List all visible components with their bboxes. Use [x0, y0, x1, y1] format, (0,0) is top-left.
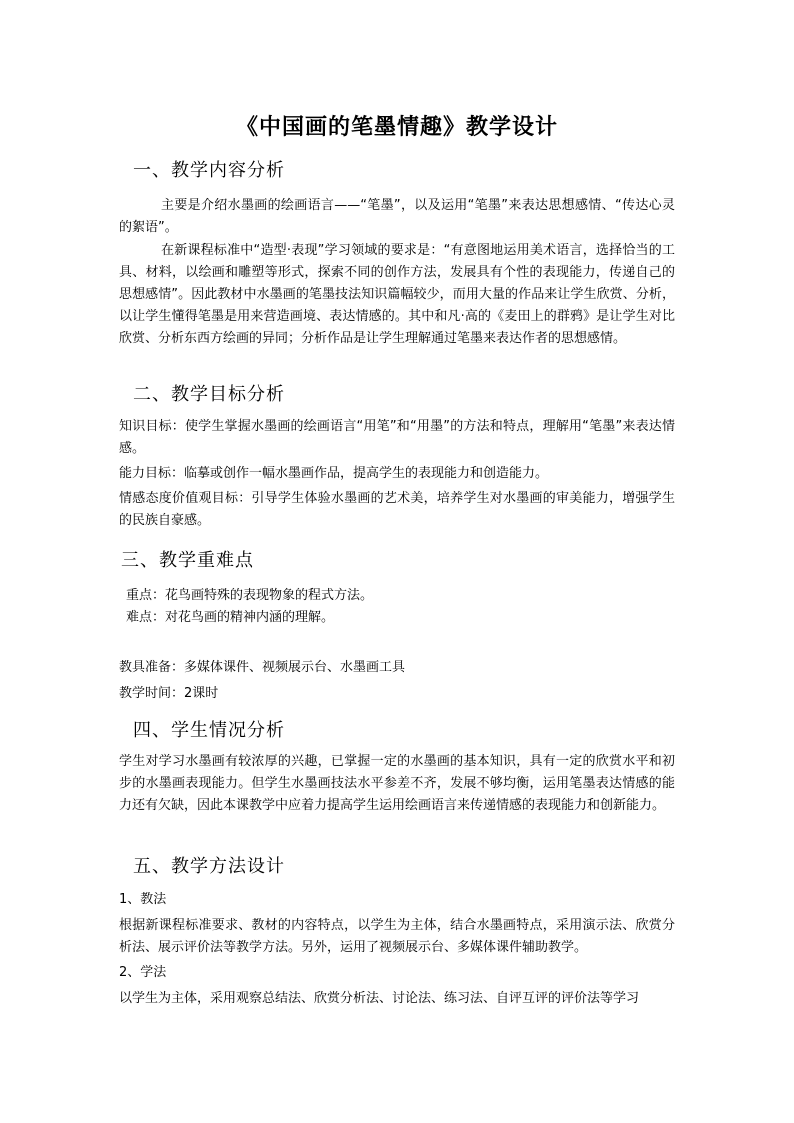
section-heading-objectives: 二、教学目标分析 — [133, 384, 285, 405]
section-heading-content-analysis: 一、教学内容分析 — [133, 160, 285, 181]
subheading-teaching-method: 1、教法 — [119, 892, 167, 907]
difficulty-point-text: 难点：对花鸟画的精神内涵的理解。 — [126, 610, 335, 625]
subheading-learning-method: 2、学法 — [119, 965, 167, 980]
section-heading-key-difficulties: 三、教学重难点 — [121, 550, 254, 571]
section-heading-student-analysis: 四、学生情况分析 — [133, 720, 285, 741]
document-title: 《中国画的笔墨情趣》教学设计 — [235, 114, 558, 140]
paragraph-curriculum-standard: 在新课程标准中“造型·表现”学习领域的要求是：“有意图地运用美术语言，选择恰当的工具、材料，以绘画和雕塑等形式，探索不同的创作方法，发展具有个性的表现能力，传递自己的思想感情”。因此教材中水墨画的笔墨技法知识篇幅较少，而用大量的作品来让学生欣赏、分析，以让学生懂得笔墨是用来营造画境、表达情感的。其中和凡·高的《麦田上的群鸦》是让学生对比欣赏、分析东西方绘画的异同；分析作品是让学生理解通过笔墨来表达作者的思想感情。 — [119, 243, 675, 346]
section-heading-methods: 五、教学方法设计 — [133, 856, 285, 877]
paragraph-emotion-objective: 情感态度价值观目标：引导学生体验水墨画的艺术美，培养学生对水墨画的审美能力，增强学生的民族自豪感。 — [119, 491, 675, 528]
teaching-time-text: 教学时间：2课时 — [119, 686, 219, 701]
teaching-tools-text: 教具准备：多媒体课件、视频展示台、水墨画工具 — [119, 660, 406, 675]
paragraph-knowledge-objective: 知识目标：使学生掌握水墨画的绘画语言“用笔”和“用墨”的方法和特点，理解用“笔墨”来表达情感。 — [119, 419, 675, 456]
paragraph-ability-objective: 能力目标：临摹或创作一幅水墨画作品，提高学生的表现能力和创造能力。 — [119, 466, 549, 481]
paragraph-teaching-method: 根据新课程标准要求、教材的内容特点，以学生为主体，结合水墨画特点，采用演示法、欣赏分析法、展示评价法等教学方法。另外，运用了视频展示台、多媒体课件辅助教学。 — [119, 918, 675, 955]
key-point-text: 重点：花鸟画特殊的表现物象的程式方法。 — [126, 588, 374, 603]
paragraph-student-analysis: 学生对学习水墨画有较浓厚的兴趣，已掌握一定的水墨画的基本知识，具有一定的欣赏水平和初步的水墨画表现能力。但学生水墨画技法水平参差不齐，发展不够均衡，运用笔墨表达情感的能力还有欠缺，因此本课教学中应着力提高学生运用绘画语言来传递情感的表现能力和创新能力。 — [119, 754, 675, 813]
paragraph-learning-method: 以学生为主体，采用观察总结法、欣赏分析法、讨论法、练习法、自评互评的评价法等学习 — [119, 991, 640, 1006]
paragraph-content-intro: 主要是介绍水墨画的绘画语言——“笔墨”，以及运用“笔墨”来表达思想感情、“传达心灵的絮语”。 — [119, 198, 675, 235]
